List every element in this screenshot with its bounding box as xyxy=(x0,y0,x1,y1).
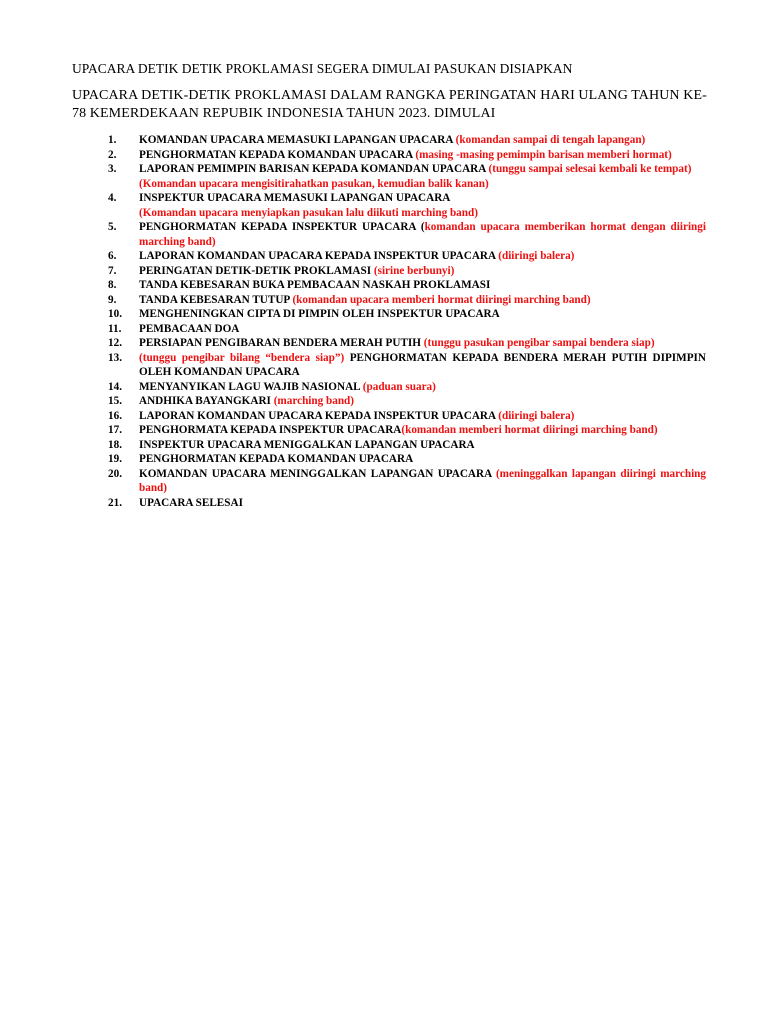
list-item xyxy=(108,394,706,409)
step-note: (diiringi balera) xyxy=(498,409,575,422)
step-number: 4. xyxy=(108,192,117,204)
list-item xyxy=(108,452,706,467)
step-note: komandan upacara memberikan hormat dengan diiringi marching band) xyxy=(139,221,706,248)
step-text: MENGHENINGKAN CIPTA DI PIMPIN OLEH INSPEKTUR UPACARA xyxy=(139,308,500,320)
step-note: (masing -masing pemimpin barisan memberi hormat) xyxy=(415,148,672,161)
step-number: 20. xyxy=(108,467,122,480)
step-note: (tunggu pasukan pengibar sampai bendera siap) xyxy=(423,337,655,349)
list-item xyxy=(108,293,706,308)
step-number: 7. xyxy=(108,264,117,277)
step-text: PENGHORMATAN KEPADA KOMANDAN UPACARA xyxy=(139,453,414,465)
step-number: 21. xyxy=(108,496,122,509)
step-text: KOMANDAN UPACARA MEMASUKI LAPANGAN UPACARA xyxy=(139,134,456,146)
list-item xyxy=(108,351,706,380)
step-number: 6. xyxy=(108,250,117,262)
step-number: 1. xyxy=(108,134,117,146)
step-text: PENGHORMATAN KEPADA BENDERA MERAH PUTIH DIPIMPIN OLEH KOMANDAN UPACARA xyxy=(139,351,706,378)
step-number: 2. xyxy=(108,148,117,161)
step-text: LAPORAN PEMIMPIN BARISAN KEPADA KOMANDAN UPACARA xyxy=(139,163,489,175)
step-number: 10. xyxy=(108,308,122,320)
step-extra-note: (Komandan upacara mengisitirahatkan pasukan, kemudian balik kanan) xyxy=(139,177,489,190)
document-subheading: UPACARA DETIK-DETIK PROKLAMASI DALAM RANGKA PERINGATAN HARI ULANG TAHUN KE-78 KEMERDEKAAN REPUBIK INDONESIA TAHUN 2023. DIMULAI xyxy=(72,88,707,121)
document-heading: UPACARA DETIK DETIK PROKLAMASI SEGERA DIMULAI PASUKAN DISIAPKAN xyxy=(72,61,573,76)
step-note: (marching band) xyxy=(273,395,354,407)
step-text: INSPEKTUR UPACARA MEMASUKI LAPANGAN UPACARA xyxy=(139,192,451,204)
step-number: 17. xyxy=(108,424,122,436)
step-text: PENGHORMATAN KEPADA INSPEKTUR UPACARA ( xyxy=(139,221,425,233)
list-item xyxy=(108,496,706,511)
step-text: PERSIAPAN PENGIBARAN BENDERA MERAH PUTIH xyxy=(139,337,424,349)
list-item xyxy=(108,278,706,293)
step-number: 3. xyxy=(108,163,117,175)
list-item xyxy=(108,249,706,264)
step-note: (komandan sampai di tengah lapangan) xyxy=(455,134,646,146)
step-number: 13. xyxy=(108,351,122,364)
step-note: (paduan suara) xyxy=(362,380,436,393)
list-item xyxy=(108,307,706,322)
step-text: LAPORAN KOMANDAN UPACARA KEPADA INSPEKTUR UPACARA xyxy=(139,250,499,262)
step-note: (diiringi balera) xyxy=(498,250,575,262)
step-lead-note: (tunggu pengibar bilang “bendera siap”) xyxy=(139,351,345,364)
step-note: (komandan memberi hormat diiringi marching band) xyxy=(401,424,658,436)
list-item xyxy=(108,264,706,279)
list-item xyxy=(108,380,706,395)
step-note: (komandan upacara memberi hormat diiringi marching band) xyxy=(292,293,591,306)
step-text: UPACARA SELESAI xyxy=(139,496,243,509)
list-item xyxy=(108,148,706,163)
list-item xyxy=(108,191,706,220)
list-item xyxy=(108,409,706,424)
list-item xyxy=(108,162,706,191)
step-note: (tunggu sampai selesai kembali ke tempat) xyxy=(488,163,692,175)
step-number: 9. xyxy=(108,293,117,306)
step-number: 19. xyxy=(108,453,122,465)
step-text: TANDA KEBESARAN TUTUP xyxy=(139,293,293,306)
step-number: 12. xyxy=(108,337,122,349)
list-item xyxy=(108,220,706,249)
list-item xyxy=(108,133,706,148)
step-note: (meninggalkan lapangan diiringi marching band) xyxy=(139,467,706,494)
step-number: 14. xyxy=(108,380,122,393)
list-item xyxy=(108,322,706,337)
list-item xyxy=(108,423,706,438)
step-text: TANDA KEBESARAN BUKA PEMBACAAN NASKAH PROKLAMASI xyxy=(139,279,491,291)
step-number: 16. xyxy=(108,409,122,422)
step-text: KOMANDAN UPACARA MENINGGALKAN LAPANGAN UPACARA xyxy=(139,467,496,480)
step-extra-note: (Komandan upacara menyiapkan pasukan lalu diikuti marching band) xyxy=(139,206,478,219)
step-number: 15. xyxy=(108,395,122,407)
step-text: PERINGATAN DETIK-DETIK PROKLAMASI xyxy=(139,264,374,277)
list-item xyxy=(108,467,706,496)
step-note: (sirine berbunyi) xyxy=(373,264,455,277)
step-number: 8. xyxy=(108,279,117,291)
list-item xyxy=(108,336,706,351)
step-text: INSPEKTUR UPACARA MENIGGALKAN LAPANGAN UPACARA xyxy=(139,438,475,451)
step-text: PEMBACAAN DOA xyxy=(139,322,240,335)
step-text: MENYANYIKAN LAGU WAJIB NASIONAL xyxy=(139,380,363,393)
step-text: LAPORAN KOMANDAN UPACARA KEPADA INSPEKTUR UPACARA xyxy=(139,409,499,422)
ceremony-steps-list xyxy=(108,133,706,510)
list-item xyxy=(108,438,706,453)
step-number: 5. xyxy=(108,221,117,233)
step-text: ANDHIKA BAYANGKARI xyxy=(139,395,274,407)
step-number: 18. xyxy=(108,438,122,451)
step-number: 11. xyxy=(108,322,122,335)
step-text: PENGHORMATA KEPADA INSPEKTUR UPACARA xyxy=(139,424,402,436)
step-text: PENGHORMATAN KEPADA KOMANDAN UPACARA xyxy=(139,148,416,161)
